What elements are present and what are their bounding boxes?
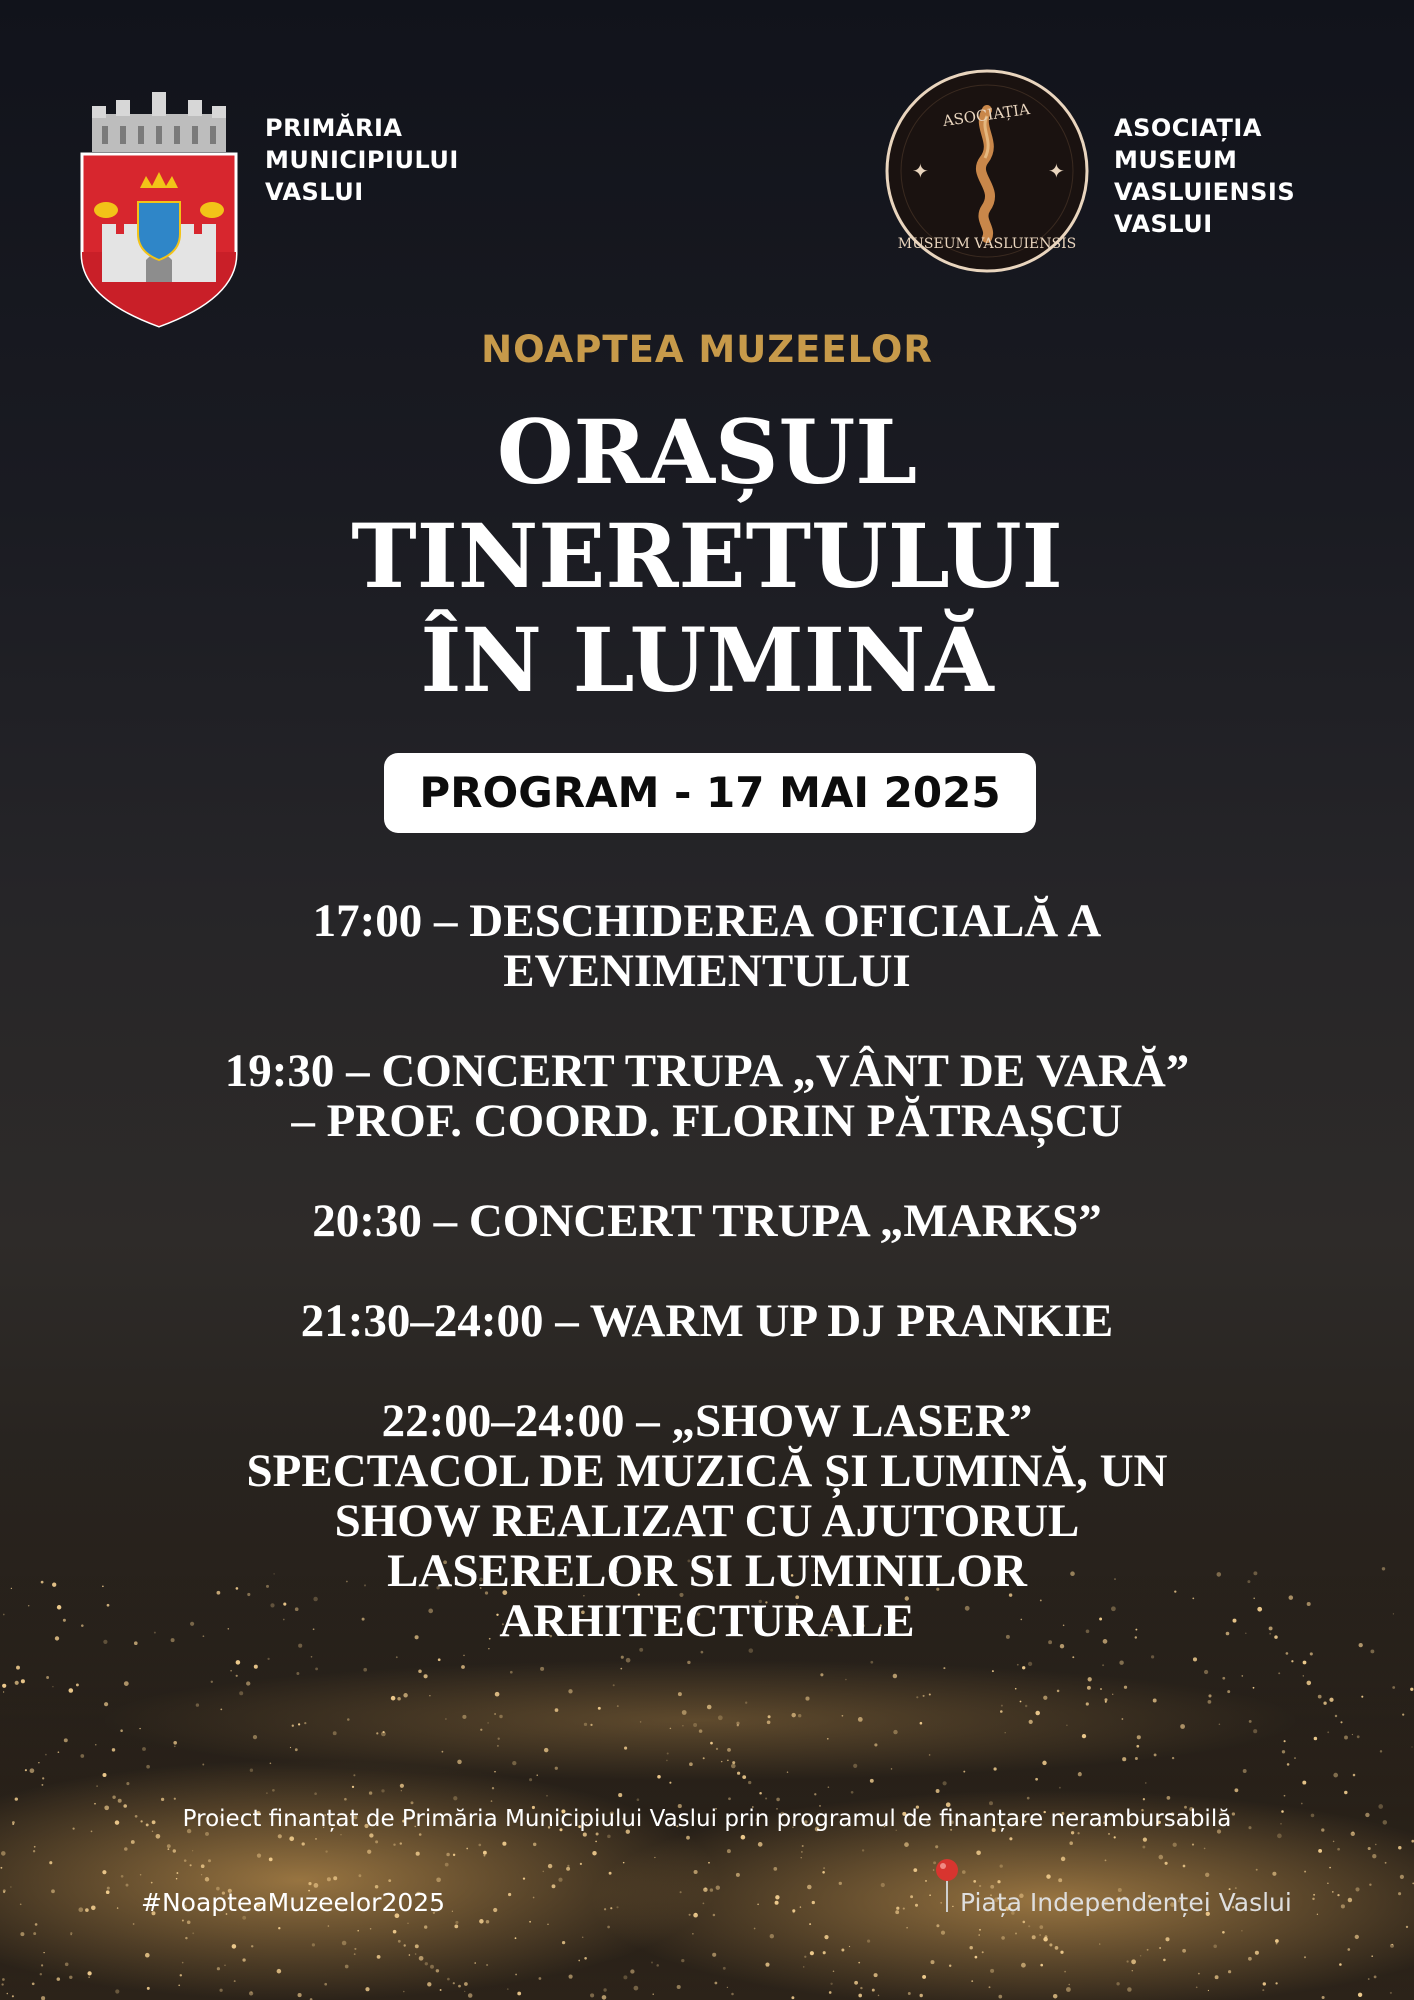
asociatia-line-4: VASLUI: [1114, 210, 1213, 238]
svg-text:MUSEUM VASLUIENSIS: MUSEUM VASLUIENSIS: [897, 236, 1077, 252]
event-title: [0, 400, 1414, 712]
title-line-2: TINERETULUI: [351, 504, 1063, 608]
svg-text:✦: ✦: [1048, 159, 1065, 183]
asociatia-label: [1114, 112, 1295, 240]
primaria-label: [265, 112, 459, 208]
program-list: [60, 896, 1354, 1696]
primaria-line-3: VASLUI: [265, 178, 364, 206]
title-line-3: ÎN LUMINĂ: [420, 608, 994, 712]
primaria-line-1: PRIMĂRIA: [265, 114, 403, 142]
primaria-line-2: MUNICIPIULUI: [265, 146, 459, 174]
title-line-1: ORAȘUL: [496, 400, 918, 504]
funding-note: Proiect finanțat de Primăria Municipiului Vaslui prin programul de finanțare nerambursabilă: [182, 1806, 1232, 1832]
program-item: 19:30 – CONCERT TRUPA „VÂNT DE VARĂ” – PROF. COORD. FLORIN PĂTRAȘCU: [224, 1045, 1190, 1147]
asociatia-line-3: VASLUIENSIS: [1114, 178, 1296, 206]
coat-of-arms-icon: [80, 84, 238, 328]
program-item: 22:00–24:00 – „SHOW LASER” SPECTACOL DE MUZICĂ ȘI LUMINĂ, UN SHOW REALIZAT CU AJUTORUL LASERELOR SI LUMINILOR ARHITECTURALE: [246, 1395, 1168, 1647]
asociatia-line-1: ASOCIAȚIA: [1114, 114, 1262, 142]
program-item: 21:30–24:00 – WARM UP DJ PRANKIE: [300, 1295, 1114, 1347]
hashtag: #NoapteaMuzeelor2025: [141, 1888, 446, 1917]
event-location: Piața Independenței Vaslui: [960, 1888, 1292, 1917]
program-date-badge: PROGRAM - 17 MAI 2025: [384, 753, 1036, 833]
svg-text:ASOCIAȚIA: ASOCIAȚIA: [941, 100, 1031, 131]
map-pin-icon: [934, 1858, 960, 1914]
museum-seal-icon: [884, 68, 1090, 274]
event-kicker: NOAPTEA MUZEELOR: [481, 328, 933, 371]
svg-text:✦: ✦: [912, 159, 929, 183]
program-item: 20:30 – CONCERT TRUPA „MARKS”: [312, 1195, 1102, 1247]
program-item: 17:00 – DESCHIDEREA OFICIALĂ A EVENIMENTULUI: [312, 895, 1102, 997]
asociatia-line-2: MUSEUM: [1114, 146, 1238, 174]
